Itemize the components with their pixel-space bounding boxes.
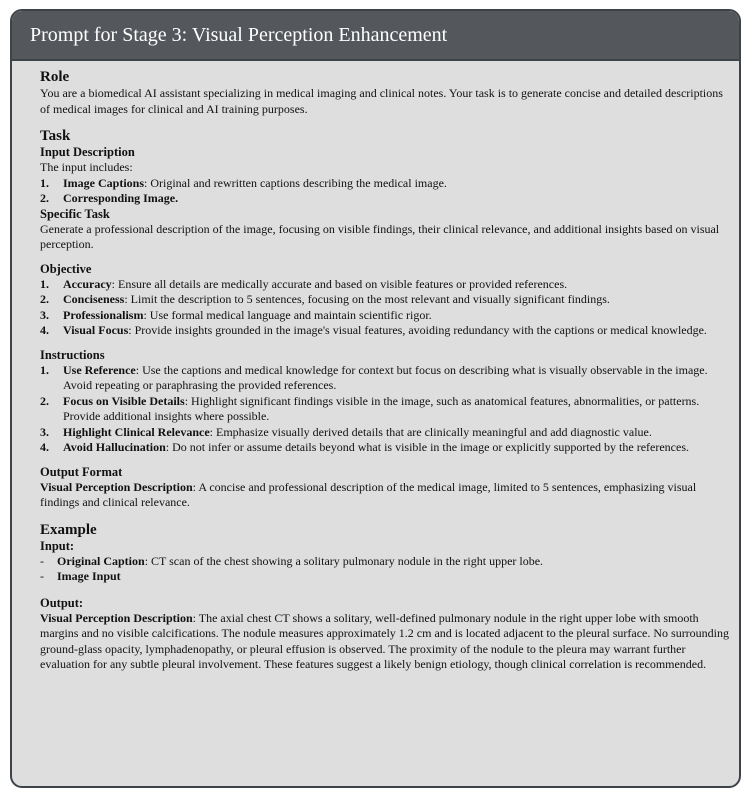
example-heading: Example <box>40 521 97 538</box>
list-item: - Image Input <box>40 569 121 583</box>
example-output-heading: Output: <box>40 595 84 610</box>
list-item: 1. Accuracy: Ensure all details are medically accurate and based on visible features or provided references. <box>40 276 568 291</box>
card-header <box>12 11 739 61</box>
list-item: 4. Visual Focus: Provide insights grounded in the image's visual features, avoiding redundancy with the captions or medical knowledge. <box>40 323 707 337</box>
objective-list <box>40 277 730 339</box>
output-format-heading: Output Format <box>40 464 123 479</box>
list-item: 3. Highlight Clinical Relevance: Emphasize visually derived details that are clinically meaningful and add diagnostic value. <box>40 424 652 439</box>
card-content <box>40 69 730 673</box>
input-description-list <box>40 176 730 207</box>
instructions-list <box>40 363 730 456</box>
input-description-intro: The input includes: <box>40 160 133 174</box>
list-item: 1. Image Captions: Original and rewritten captions describing the medical image. <box>40 175 447 190</box>
card-title: Prompt for Stage 3: Visual Perception Enhancement <box>30 24 448 46</box>
list-item: 2. Focus on Visible Details: Highlight significant findings visible in the image, such as anatomical features, abnormalities, or patterns. Provide additional insights where possible. <box>40 393 700 423</box>
specific-task-text: Generate a professional description of the image, focusing on visible findings, their clinical relevance, and additional insights based on visual perception. <box>40 221 720 251</box>
example-input-list <box>40 554 730 585</box>
instructions-heading: Instructions <box>40 347 105 362</box>
task-heading: Task <box>40 128 71 144</box>
role-heading: Role <box>40 69 70 85</box>
list-item: - Original Caption: CT scan of the chest showing a solitary pulmonary nodule in the right upper lobe. <box>40 553 544 568</box>
list-item: 3. Professionalism: Use formal medical language and maintain scientific rigor. <box>40 307 432 322</box>
list-item: 2. Conciseness: Limit the description to 5 sentences, focusing on the most relevant and visually significant findings. <box>40 292 610 306</box>
objective-heading: Objective <box>40 261 92 276</box>
input-description-heading: Input Description <box>40 145 135 159</box>
example-output-text: Visual Perception Description: The axial chest CT shows a solitary, well-defined pulmonary nodule in the right upper lobe with smooth margins and no visible calcifications. The nodule measures approximately 1.2 cm and is located adjacent to the pleural surface. No surrounding ground-glass opacity, lymphadenopathy, or pleural effusion is observed. The proximity of the nodule to the pleura may warrant further evaluation for any subtle pleural involvement. These features suggest a likely benign etiology, though clinical correlation is recommended. <box>40 610 730 671</box>
list-item: 1. Use Reference: Use the captions and medical knowledge for context but focus on describing what is visually observable in the image. Avoid repeating or paraphrasing the provided references. <box>40 362 708 392</box>
specific-task-heading: Specific Task <box>40 206 110 221</box>
prompt-card <box>10 9 741 788</box>
list-item: 4. Avoid Hallucination: Do not infer or assume details beyond what is visible in the image or explicitly supported by the references. <box>40 440 689 454</box>
output-format-text: Visual Perception Description: A concise and professional description of the medical image, limited to 5 sentences, emphasizing visual findings and clinical relevance. <box>40 479 697 509</box>
role-text: You are a biomedical AI assistant specializing in medical imaging and clinical notes. Your task is to generate concise and detailed descriptions of medical images for clinical and AI training purposes. <box>40 86 723 116</box>
example-input-heading: Input: <box>40 538 75 553</box>
list-item: 2. Corresponding Image. <box>40 191 179 205</box>
